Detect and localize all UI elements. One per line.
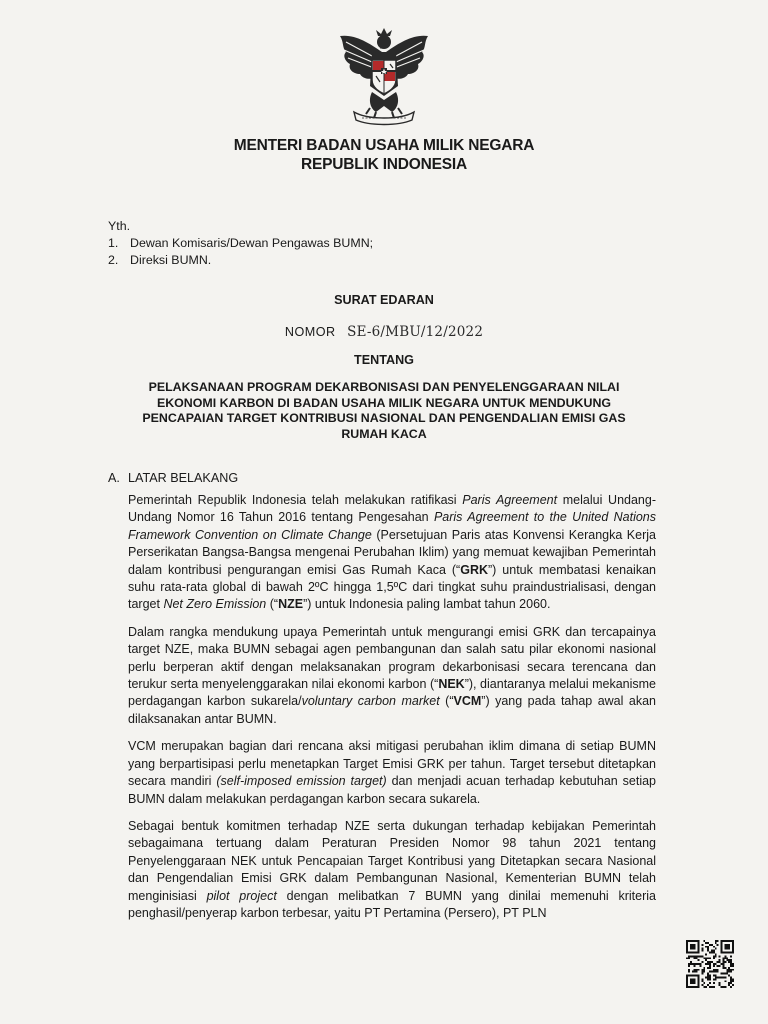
recipient-number: 2. [108, 253, 119, 267]
text-run: ”), diantaranya melalui mekanisme perdagangan karbon sukarela/ [128, 677, 656, 709]
recipient-item [108, 235, 373, 252]
text-run: Pemerintah Republik Indonesia telah melakukan ratifikasi [128, 493, 463, 507]
text-run: (“ [266, 597, 279, 612]
ministry-title: MENTERI BADAN USAHA MILIK NEGARA [233, 137, 535, 154]
text-run: (“ [439, 694, 454, 709]
text-run: Sebagai bentuk komitmen terhadap NZE serta dukungan terhadap kebijakan Pemerintah sebagaimana tertuang dalam Peraturan Presiden Nomor 98 tahun 2021 tentang Penyelenggaraan NEK untuk Pencapaian Target Kontribusi yang Ditetapkan secara Nasional dan Pengendalian Emisi GRK dalam Pembangunan Nasional, Kementerian BUMN telah menginisiasi [128, 818, 656, 903]
text-run: voluntary carbon market [301, 694, 440, 709]
text-run: Dalam rangka mendukung upaya Pemerintah untuk mengurangi emisi GRK dan tercapainya target NZE, maka BUMN sebagai agen pembangunan dan salah satu pilar ekonomi nasional perlu berperan aktif dengan melaksanakan program dekarbonisasi secara terencana dan terukur serta menyelenggarakan nilai ekonomi karbon (“ [128, 624, 656, 692]
document-number-line [0, 324, 768, 340]
ministry-subtitle: REPUBLIK INDONESIA [300, 156, 468, 173]
document-type: SURAT EDARAN [334, 293, 434, 307]
about-label: TENTANG [354, 353, 414, 367]
section-title: LATAR BELAKANG [128, 471, 239, 485]
body-text [128, 492, 656, 932]
document-subject [112, 380, 656, 442]
text-run: ”) untuk membatasi kenaikan suhu rata-rata global di bawah 2ºC hingga 1,5ºC dari tingkat suhu praindustrialisasi, dengan target [128, 562, 656, 612]
text-run: ”) yang pada tahap awal akan dilaksanakan antar BUMN. [128, 694, 656, 726]
text-run: VCM merupakan bagian dari rencana aksi mitigasi perubahan iklim dimana di setiap BUMN yang berpartisipasi perlu menetapkan Target Emisi GRK per tahun. Target tersebut ditetapkan secara mandiri [128, 739, 656, 789]
salutation: Yth. [108, 219, 131, 233]
text-run: Net Zero Emission [163, 597, 267, 612]
section-heading [108, 471, 238, 485]
section-letter: A. [108, 471, 120, 485]
qr-code-icon [686, 940, 734, 988]
text-run: dan menjadi acuan terhadap kebutuhan setiap BUMN dalam melakukan perdagangan karbon secara sukarela. [128, 774, 657, 806]
text-run: VCM [453, 694, 482, 709]
paragraph [128, 818, 656, 922]
recipient-item [108, 252, 373, 269]
text-run: Paris Agreement to the United Nations Framework Convention on Climate Change [128, 510, 657, 542]
subject-line: PENCAPAIAN TARGET KONTRIBUSI NASIONAL DAN PENGENDALIAN EMISI GAS [142, 411, 626, 425]
subject-line: RUMAH KACA [341, 426, 427, 441]
recipient-block [108, 218, 373, 269]
paragraph [128, 624, 656, 728]
number-value: SE-6/MBU/12/2022 [347, 324, 484, 340]
text-run: (Persetujuan Paris atas Konvensi Kerangka Kerja Perserikatan Bangsa-Bangsa mengenai Perubahan Iklim) yang memuat kewajiban Pemerintah dalam kontribusi pengurangan emisi Gas Rumah Kaca (“ [128, 527, 656, 577]
text-run: melalui Undang-Undang Nomor 16 Tahun 2016 tentang Pengesahan [128, 493, 656, 525]
text-run: (self-imposed emission target) [216, 774, 387, 789]
text-run: ”) untuk Indonesia paling lambat tahun 2060. [303, 597, 551, 612]
garuda-emblem-icon [332, 22, 436, 128]
text-run: Paris Agreement [462, 493, 558, 507]
text-run: dengan melibatkan 7 BUMN yang dinilai memenuhi kriteria penghasil/penyerap karbon terbesar, yaitu PT Pertamina (Persero), PT PLN [128, 888, 656, 920]
recipient-text: Direksi BUMN. [130, 253, 212, 267]
number-label: NOMOR [284, 325, 336, 339]
text-run: pilot project [206, 888, 277, 903]
text-run: NZE [278, 597, 304, 612]
text-run: GRK [460, 562, 488, 577]
recipient-number: 1. [108, 236, 119, 250]
subject-line: PELAKSANAAN PROGRAM DEKARBONISASI DAN PENYELENGGARAAN NILAI [148, 380, 620, 394]
paragraph [128, 492, 656, 614]
text-run: NEK [438, 677, 465, 692]
recipient-text: Dewan Komisaris/Dewan Pengawas BUMN; [130, 236, 374, 250]
subject-line: EKONOMI KARBON DI BADAN USAHA MILIK NEGARA UNTUK MENDUKUNG [156, 395, 612, 410]
paragraph [128, 738, 656, 808]
